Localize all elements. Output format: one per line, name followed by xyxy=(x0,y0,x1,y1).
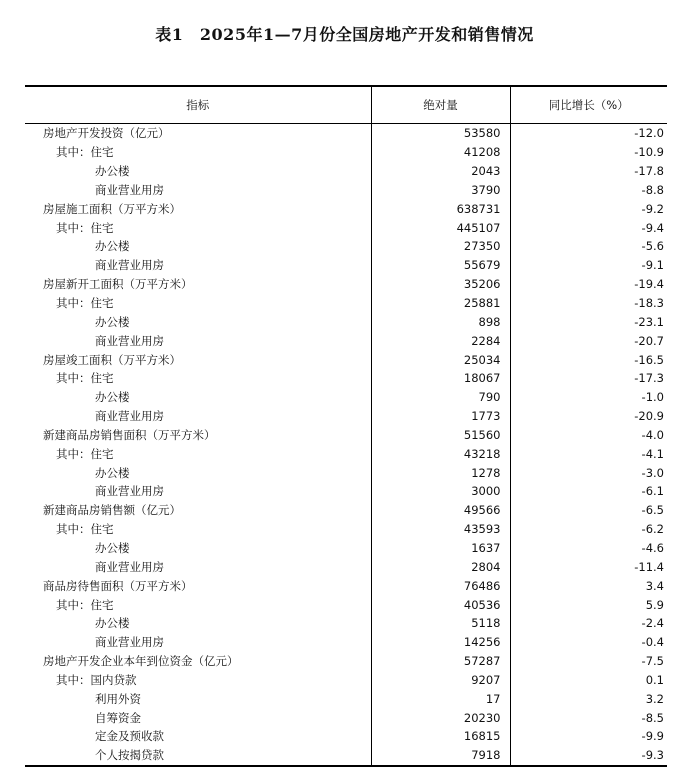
table-row xyxy=(25,633,667,652)
row-label: 商业营业用房 xyxy=(25,633,371,652)
row-growth: -9.2 xyxy=(641,201,664,216)
row-label: 定金及预收款 xyxy=(25,727,371,746)
table-row xyxy=(25,181,667,200)
row-growth: -5.6 xyxy=(641,239,664,254)
row-label: 办公楼 xyxy=(25,162,371,181)
table-row xyxy=(25,256,667,275)
header-growth: 同比增长（%） xyxy=(510,86,667,124)
row-label: 其中：住宅 xyxy=(25,218,371,237)
row-label: 其中：住宅 xyxy=(25,444,371,463)
row-label: 其中：住宅 xyxy=(25,520,371,539)
row-growth: -16.5 xyxy=(634,352,664,367)
table-row xyxy=(25,237,667,256)
row-label: 新建商品房销售面积（万平方米） xyxy=(25,426,371,445)
row-value: 43593 xyxy=(371,520,510,539)
row-value: 57287 xyxy=(371,652,510,671)
table-row xyxy=(25,275,667,294)
row-label: 房屋施工面积（万平方米） xyxy=(25,199,371,218)
row-growth: -17.8 xyxy=(634,164,664,179)
row-growth: -1.0 xyxy=(641,390,664,405)
row-growth: -8.5 xyxy=(641,710,664,725)
table-row xyxy=(25,407,667,426)
table-header-row xyxy=(25,86,667,124)
row-label: 自筹资金 xyxy=(25,708,371,727)
table-row xyxy=(25,444,667,463)
table-row xyxy=(25,652,667,671)
row-growth: -9.1 xyxy=(641,258,664,273)
row-growth: -3.0 xyxy=(641,465,664,480)
row-value: 17 xyxy=(371,689,510,708)
row-value: 1278 xyxy=(371,463,510,482)
table-body xyxy=(25,124,667,766)
row-value: 2043 xyxy=(371,162,510,181)
row-value: 445107 xyxy=(371,218,510,237)
table-row xyxy=(25,199,667,218)
row-label: 办公楼 xyxy=(25,237,371,256)
row-label: 办公楼 xyxy=(25,539,371,558)
table-row xyxy=(25,312,667,331)
table-row xyxy=(25,727,667,746)
row-label: 房地产开发投资（亿元） xyxy=(25,124,371,143)
table-row xyxy=(25,501,667,520)
row-label: 房屋新开工面积（万平方米） xyxy=(25,275,371,294)
row-value: 76486 xyxy=(371,576,510,595)
header-indicator: 指标 xyxy=(25,86,371,124)
row-label: 办公楼 xyxy=(25,388,371,407)
row-label: 办公楼 xyxy=(25,463,371,482)
row-growth: -0.4 xyxy=(641,635,664,650)
table-title: 表1 2025年1—7月份全国房地产开发和销售情况 xyxy=(155,25,534,44)
row-growth: -23.1 xyxy=(634,314,664,329)
row-value: 41208 xyxy=(371,143,510,162)
row-value: 790 xyxy=(371,388,510,407)
table-row xyxy=(25,670,667,689)
table-row xyxy=(25,539,667,558)
row-label: 商业营业用房 xyxy=(25,482,371,501)
row-value: 2284 xyxy=(371,331,510,350)
row-growth: -20.7 xyxy=(634,333,664,348)
row-growth: -6.5 xyxy=(641,503,664,518)
table-row xyxy=(25,294,667,313)
row-value: 51560 xyxy=(371,426,510,445)
row-label: 利用外资 xyxy=(25,689,371,708)
row-value: 3000 xyxy=(371,482,510,501)
row-growth: 0.1 xyxy=(645,672,664,687)
row-value: 638731 xyxy=(371,199,510,218)
table-row xyxy=(25,746,667,766)
row-label: 其中：住宅 xyxy=(25,294,371,313)
row-value: 1773 xyxy=(371,407,510,426)
table-row xyxy=(25,557,667,576)
row-growth: -2.4 xyxy=(641,616,664,631)
table-row xyxy=(25,331,667,350)
table-row xyxy=(25,426,667,445)
row-label: 商品房待售面积（万平方米） xyxy=(25,576,371,595)
row-growth: -17.3 xyxy=(634,371,664,386)
row-value: 5118 xyxy=(371,614,510,633)
row-label: 商业营业用房 xyxy=(25,331,371,350)
row-value: 25881 xyxy=(371,294,510,313)
row-value: 40536 xyxy=(371,595,510,614)
row-value: 7918 xyxy=(371,746,510,766)
row-growth: -7.5 xyxy=(641,654,664,669)
row-growth: -12.0 xyxy=(634,126,664,141)
row-growth: -10.9 xyxy=(634,145,664,160)
table-row xyxy=(25,124,667,143)
row-value: 49566 xyxy=(371,501,510,520)
row-growth: -11.4 xyxy=(634,559,664,574)
header-absolute: 绝对量 xyxy=(371,86,510,124)
row-label: 商业营业用房 xyxy=(25,557,371,576)
row-label: 其中：住宅 xyxy=(25,143,371,162)
table-row xyxy=(25,614,667,633)
row-growth: -8.8 xyxy=(641,182,664,197)
row-label: 商业营业用房 xyxy=(25,407,371,426)
row-value: 35206 xyxy=(371,275,510,294)
row-value: 2804 xyxy=(371,557,510,576)
row-growth: -4.0 xyxy=(641,427,664,442)
row-label: 个人按揭贷款 xyxy=(25,746,371,766)
table-row xyxy=(25,576,667,595)
row-growth: -18.3 xyxy=(634,296,664,311)
row-label: 商业营业用房 xyxy=(25,256,371,275)
statistics-table xyxy=(25,85,667,767)
row-value: 20230 xyxy=(371,708,510,727)
row-value: 3790 xyxy=(371,181,510,200)
row-value: 53580 xyxy=(371,124,510,143)
row-value: 43218 xyxy=(371,444,510,463)
row-value: 27350 xyxy=(371,237,510,256)
table-row xyxy=(25,708,667,727)
row-value: 25034 xyxy=(371,350,510,369)
row-label: 商业营业用房 xyxy=(25,181,371,200)
table-row xyxy=(25,162,667,181)
row-label: 其中：国内贷款 xyxy=(25,670,371,689)
row-label: 其中：住宅 xyxy=(25,595,371,614)
row-growth: -6.1 xyxy=(641,484,664,499)
row-value: 9207 xyxy=(371,670,510,689)
row-growth: 3.2 xyxy=(645,691,664,706)
row-growth: 5.9 xyxy=(645,597,664,612)
table-row xyxy=(25,218,667,237)
table-row xyxy=(25,520,667,539)
row-growth: -4.1 xyxy=(641,446,664,461)
row-growth: -9.4 xyxy=(641,220,664,235)
table-row xyxy=(25,595,667,614)
row-value: 1637 xyxy=(371,539,510,558)
row-label: 办公楼 xyxy=(25,312,371,331)
table-row xyxy=(25,388,667,407)
row-growth: -20.9 xyxy=(634,409,664,424)
row-growth: -4.6 xyxy=(641,540,664,555)
row-value: 16815 xyxy=(371,727,510,746)
table-row xyxy=(25,463,667,482)
row-growth: -9.9 xyxy=(641,729,664,744)
table-row xyxy=(25,689,667,708)
row-value: 18067 xyxy=(371,369,510,388)
table-row xyxy=(25,482,667,501)
row-label: 新建商品房销售额（亿元） xyxy=(25,501,371,520)
row-value: 14256 xyxy=(371,633,510,652)
row-label: 其中：住宅 xyxy=(25,369,371,388)
row-growth: -19.4 xyxy=(634,277,664,292)
row-growth: -9.3 xyxy=(510,746,667,766)
row-value: 55679 xyxy=(371,256,510,275)
row-value: 898 xyxy=(371,312,510,331)
row-label: 房屋竣工面积（万平方米） xyxy=(25,350,371,369)
table-row xyxy=(25,369,667,388)
table-row xyxy=(25,143,667,162)
row-growth: 3.4 xyxy=(645,578,664,593)
row-label: 办公楼 xyxy=(25,614,371,633)
row-label: 房地产开发企业本年到位资金（亿元） xyxy=(25,652,371,671)
table-row xyxy=(25,350,667,369)
row-growth: -6.2 xyxy=(641,522,664,537)
